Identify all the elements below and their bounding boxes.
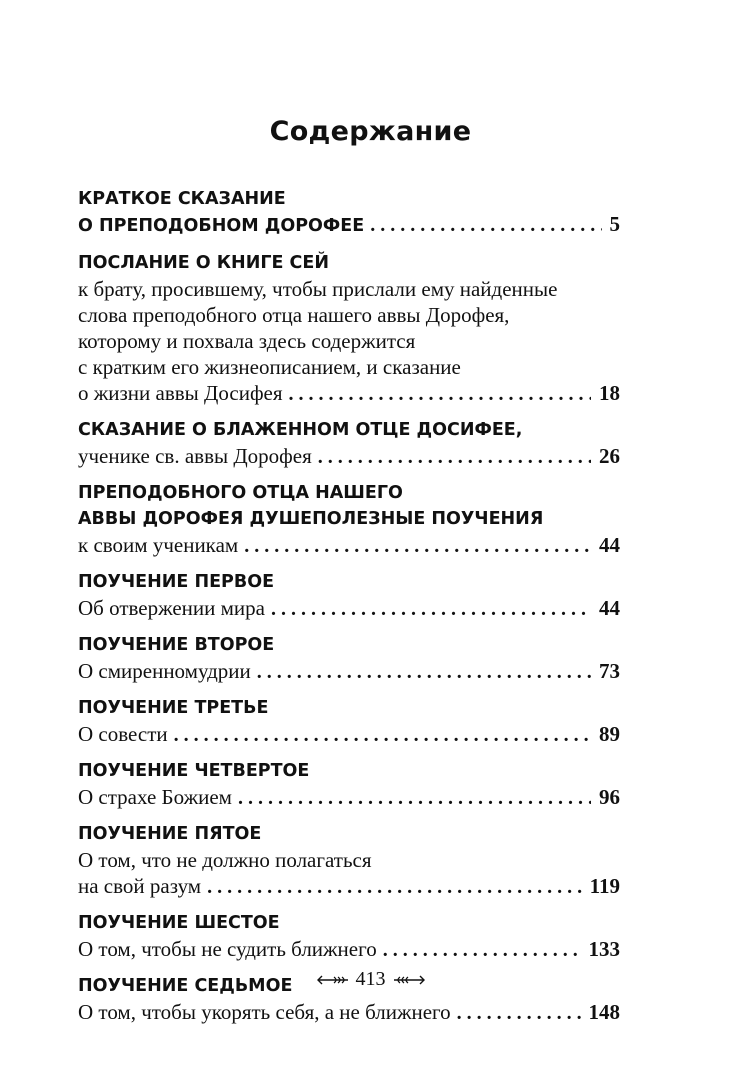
toc-page-number[interactable]: 44 [599, 596, 620, 620]
dot-leader [289, 383, 591, 406]
dot-leader [238, 787, 591, 810]
toc-entry-heading: ПОУЧЕНИЕ ЧЕТВЕРТОЕ [78, 761, 310, 781]
dot-leader [457, 1002, 581, 1025]
toc-entry-heading: ПОСЛАНИЕ О КНИГЕ СЕЙ [78, 253, 329, 273]
toc-page-number[interactable]: 96 [599, 785, 620, 809]
dot-leader [318, 446, 591, 469]
dot-leader [244, 535, 591, 558]
toc-entry-heading: АВВЫ ДОРОФЕЯ ДУШЕПОЛЕЗНЫЕ ПОУЧЕНИЯ [78, 509, 544, 529]
toc-page-number[interactable]: 148 [588, 1000, 620, 1024]
toc-entry-leader-row [78, 595, 620, 621]
dot-leader [271, 598, 591, 621]
toc-page-number[interactable]: 89 [599, 722, 620, 746]
toc-entry-description: О том, чтобы укорять себя, а не ближнего [78, 1000, 451, 1024]
toc-entry-description: ученике св. аввы Дорофея [78, 444, 312, 468]
ornament-right-icon [392, 974, 426, 986]
dot-leader [370, 214, 601, 237]
toc-entry-heading: КРАТКОЕ СКАЗАНИЕ [78, 189, 286, 209]
toc-entry-leader-row [78, 380, 620, 406]
toc-entry-description: Об отвержении мира [78, 596, 265, 620]
toc-entry[interactable] [78, 821, 620, 899]
toc-entry-description: с кратким его жизнеописанием, и сказание [78, 355, 461, 379]
toc-entry-description: О страхе Божием [78, 785, 232, 809]
ornament-left-icon [316, 974, 350, 986]
toc-page-number[interactable]: 73 [599, 659, 620, 683]
toc-entry-leader-row [78, 936, 620, 962]
toc-entry[interactable] [78, 250, 620, 406]
toc-entry-heading: СКАЗАНИЕ О БЛАЖЕННОМ ОТЦЕ ДОСИФЕЕ, [78, 420, 523, 440]
table-of-contents [78, 186, 620, 1036]
toc-entry[interactable] [78, 569, 620, 621]
toc-entry-heading: ПОУЧЕНИЕ СЕДЬМОЕ [78, 976, 293, 996]
page-title: Содержание [269, 116, 472, 147]
toc-entry-heading: ПОУЧЕНИЕ ПЕРВОЕ [78, 572, 275, 592]
page-number: 413 [355, 968, 386, 990]
toc-entry[interactable] [78, 910, 620, 962]
toc-entry-description: на свой разум [78, 874, 202, 898]
toc-page-number[interactable]: 133 [588, 937, 620, 961]
page-footer [0, 968, 741, 991]
toc-entry-leader-row [78, 532, 620, 558]
toc-entry-leader-row [78, 873, 620, 899]
toc-entry-description: к своим ученикам [78, 533, 239, 557]
toc-entry-leader-row [78, 212, 620, 239]
toc-page-number[interactable]: 5 [609, 212, 620, 236]
toc-entry-leader-row [78, 443, 620, 469]
toc-entry-leader-row [78, 721, 620, 747]
toc-entry[interactable] [78, 480, 620, 558]
toc-entry-heading: ПОУЧЕНИЕ ВТОРОЕ [78, 635, 275, 655]
toc-entry-description: О том, чтобы не судить ближнего [78, 937, 377, 961]
dot-leader [207, 876, 582, 899]
toc-entry-leader-row [78, 784, 620, 810]
toc-page-number[interactable]: 44 [599, 533, 620, 557]
toc-page-number[interactable]: 119 [589, 874, 620, 898]
toc-entry[interactable] [78, 695, 620, 747]
dot-leader [383, 939, 581, 962]
toc-entry[interactable] [78, 417, 620, 469]
toc-entry-heading: О ПРЕПОДОБНОМ ДОРОФЕЕ [78, 216, 365, 236]
toc-entry[interactable] [78, 632, 620, 684]
toc-entry-description: О совести [78, 722, 168, 746]
toc-entry-heading: ПОУЧЕНИЕ ПЯТОЕ [78, 824, 262, 844]
toc-entry-leader-row [78, 658, 620, 684]
toc-entry-description: О том, что не должно полагаться [78, 848, 372, 872]
toc-entry[interactable] [78, 186, 620, 239]
toc-entry-description: к брату, просившему, чтобы прислали ему найденные [78, 277, 558, 301]
toc-entry-description: которому и похвала здесь содержится [78, 329, 416, 353]
toc-entry-heading: ПОУЧЕНИЕ ШЕСТОЕ [78, 913, 280, 933]
toc-entry-description: слова преподобного отца нашего аввы Дорофея, [78, 303, 510, 327]
toc-entry-heading: ПОУЧЕНИЕ ТРЕТЬЕ [78, 698, 269, 718]
dot-leader [174, 724, 591, 747]
toc-entry-leader-row [78, 999, 620, 1025]
toc-page-number[interactable]: 18 [599, 381, 620, 405]
dot-leader [257, 661, 591, 684]
toc-entry-description: О смиренномудрии [78, 659, 251, 683]
toc-entry[interactable] [78, 758, 620, 810]
toc-page-number[interactable]: 26 [599, 444, 620, 468]
toc-entry-heading: ПРЕПОДОБНОГО ОТЦА НАШЕГО [78, 483, 403, 503]
toc-entry-description: о жизни аввы Досифея [78, 381, 283, 405]
